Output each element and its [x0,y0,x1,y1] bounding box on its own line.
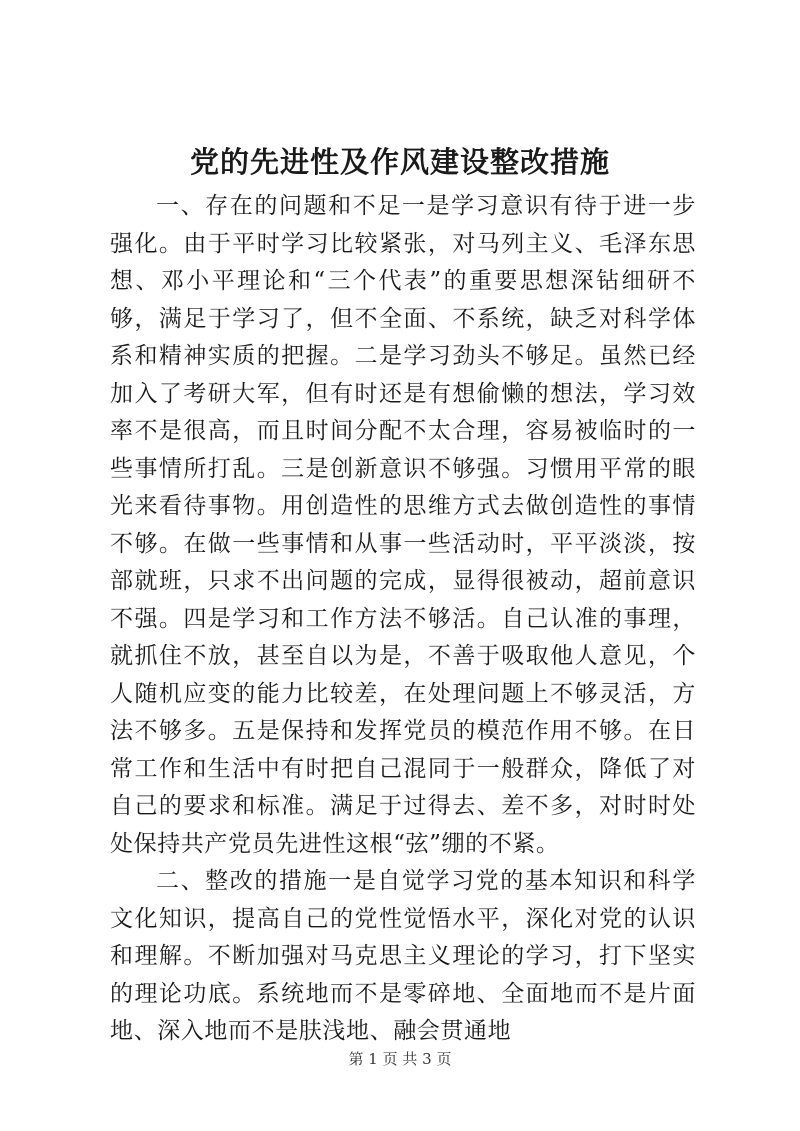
paragraph-problems: 一、存在的问题和不足一是学习意识有待于进一步强化。由于平时学习比较紧张，对马列主义、毛泽东思想、邓小平理论和“三个代表”的重要思想深钻细研不够，满足于学习了，但不全面、不系统，缺乏对科学体系和精神实质的把握。二是学习劲头不够足。虽然已经加入了考研大军，但有时还是有想偷懒的想法，学习效率不是很高，而且时间分配不太合理，容易被临时的一些事情所打乱。三是创新意识不够强。习惯用平常的眼光来看待事物。用创造性的思维方式去做创造性的事情不够。在做一些事情和从事一些活动时，平平淡淡，按部就班，只求不出问题的完成，显得很被动，超前意识不强。四是学习和工作方法不够活。自己认准的事理，就抓住不放，甚至自以为是，不善于吸取他人意见，个人随机应变的能力比较差，在处理问题上不够灵活，方法不够多。五是保持和发挥党员的模范作用不够。在日常工作和生活中有时把自己混同于一般群众，降低了对自己的要求和标准。满足于过得去、差不多，对时时处处保持共产党员先进性这根“弦”绷的不紧。 [110,193,696,857]
paragraph-measures: 二、整改的措施一是自觉学习党的基本知识和科学文化知识，提高自己的党性觉悟水平，深化对党的认识和理解。不断加强对马克思主义理论的学习，打下坚实的理论功底。系统地而不是零碎地、全面地而不是片面地、深入地而不是肤浅地、融会贯通地 [110,868,696,1044]
document-title: 党的先进性及作风建设整改措施 [189,145,610,179]
document-body [110,188,696,1051]
page-number-footer: 第 1 页 共 3 页 [348,1050,452,1068]
